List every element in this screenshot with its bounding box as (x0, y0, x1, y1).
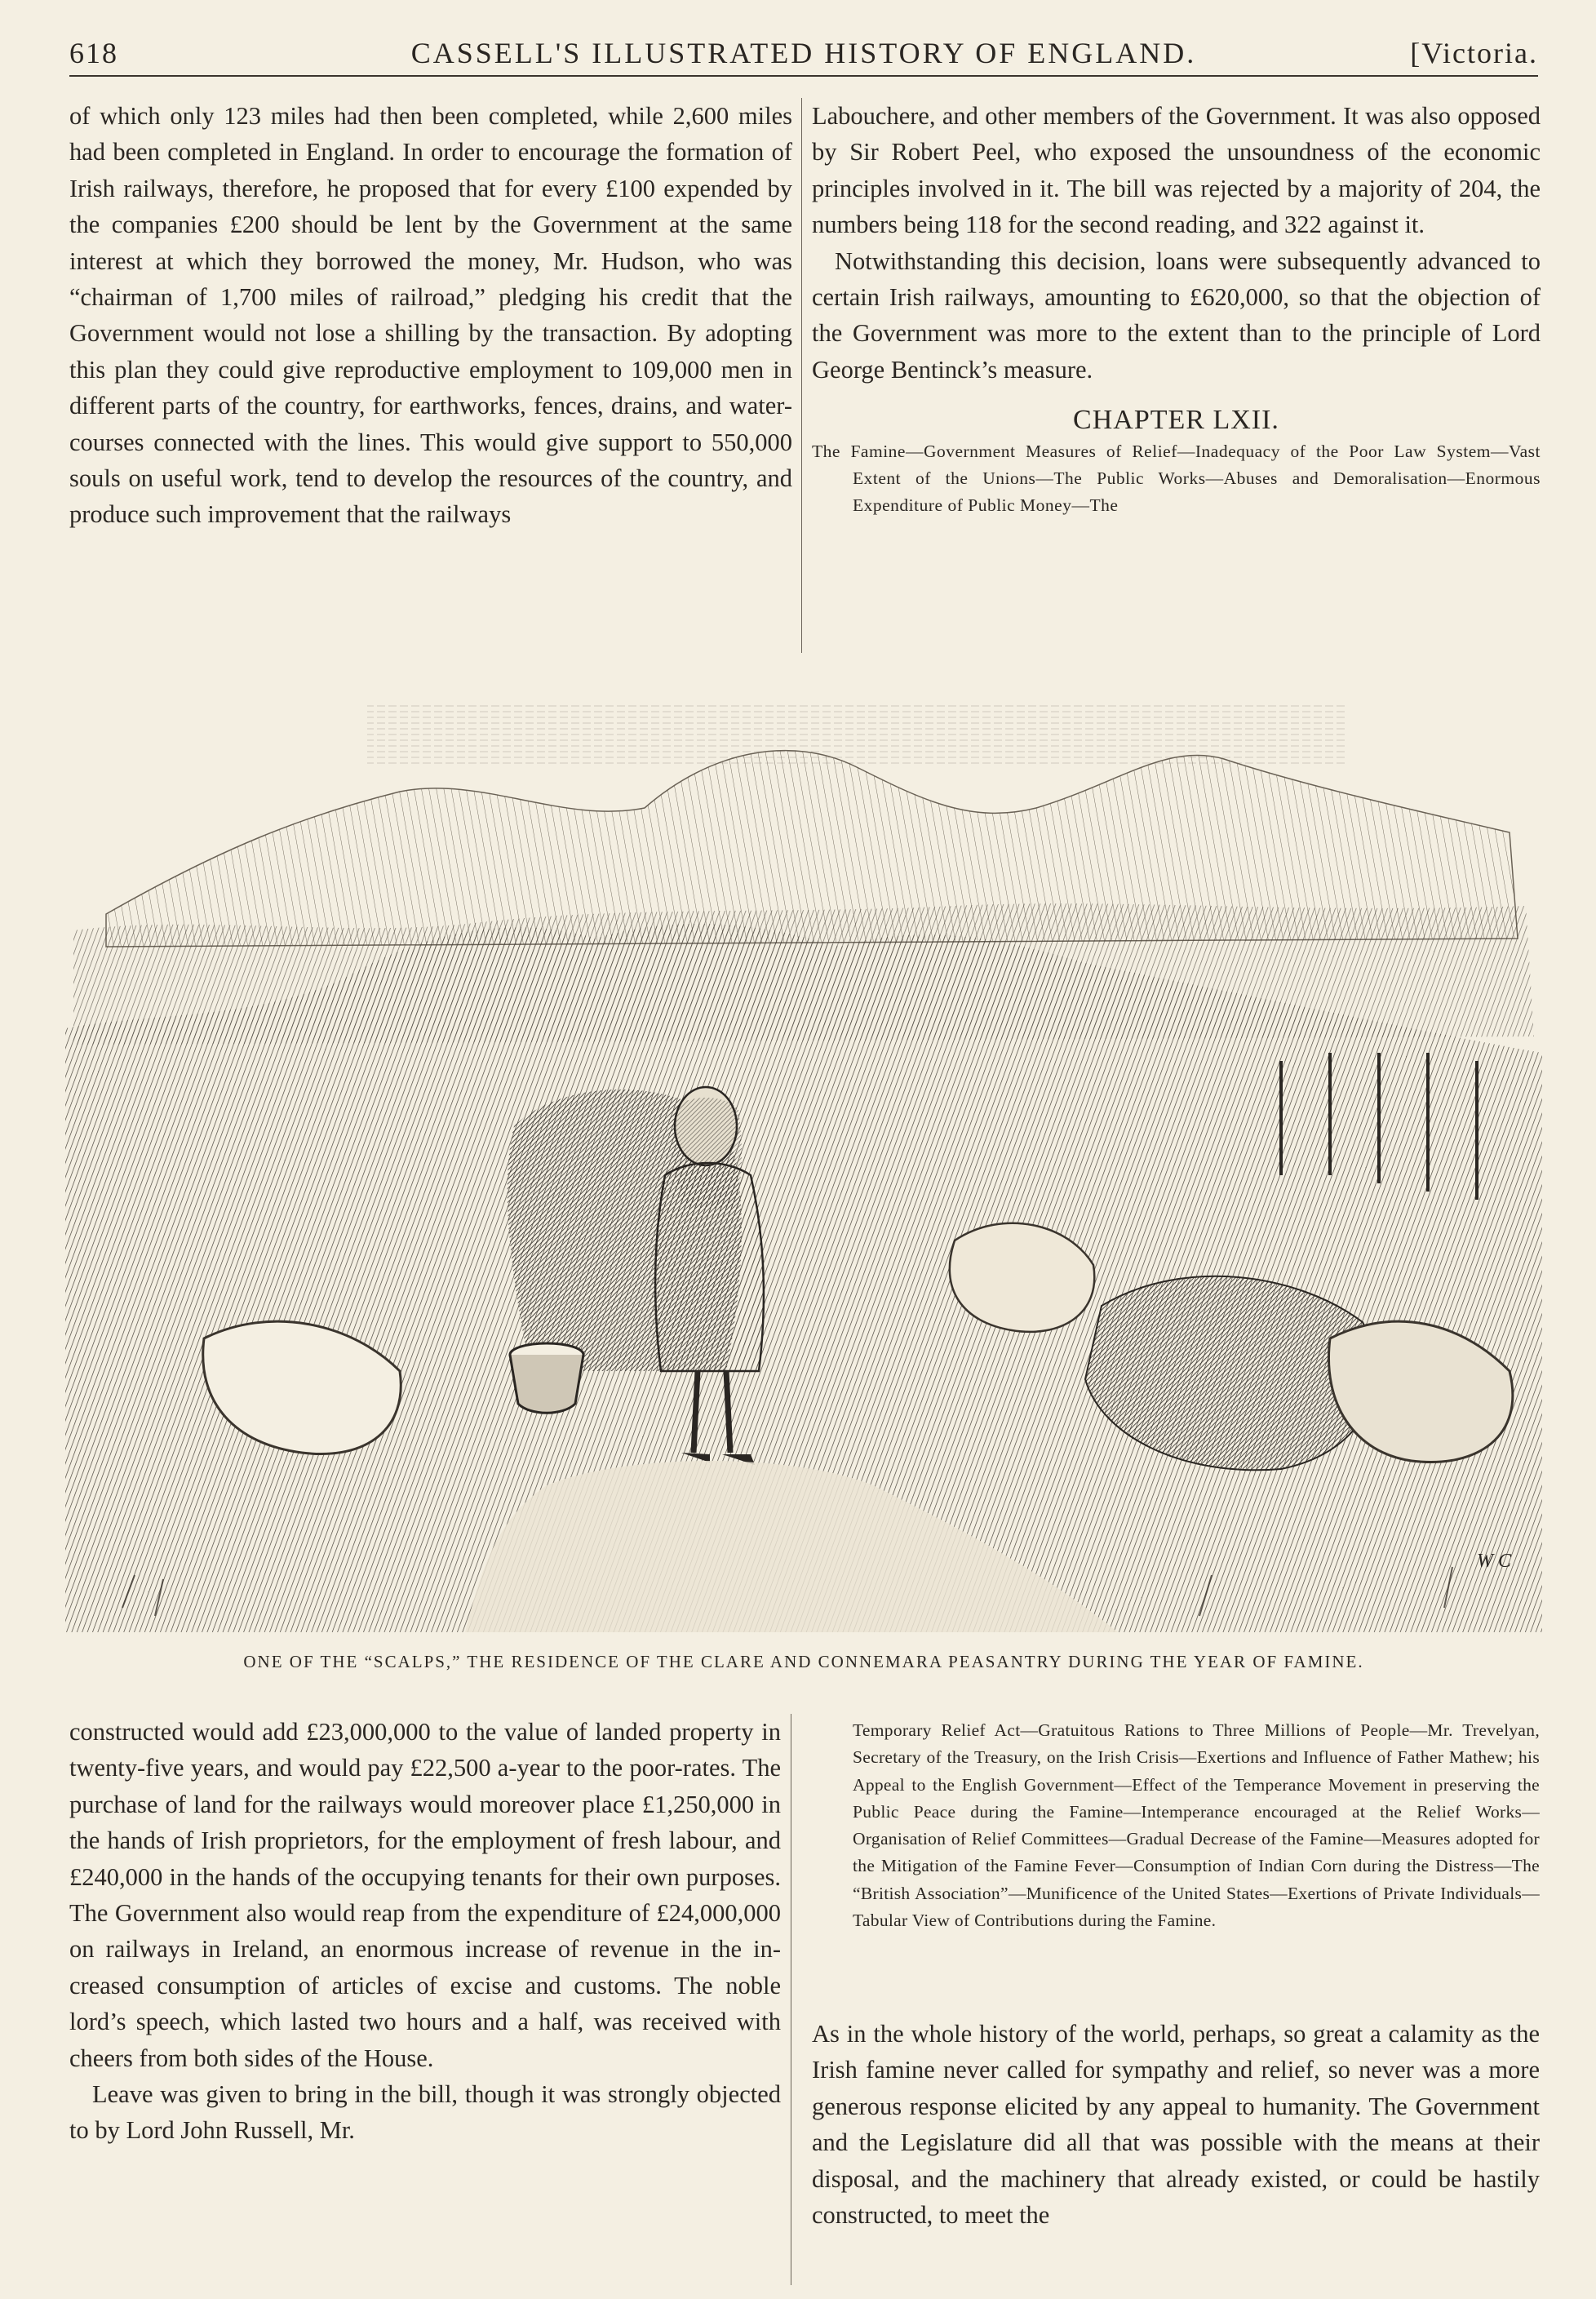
famine-scalp-engraving (57, 669, 1550, 1636)
section-label: [Victoria. (1410, 37, 1538, 69)
running-title: CASSELL'S ILLUSTRATED HISTORY OF ENGLAND. (410, 37, 1197, 69)
paragraph: As in the whole history of the world, perhaps, so great a calamity as the Irish famine never called for sympathy and relief, so never was a more generous response elicited by any appeal to humanity. The Government and the Legislature did all that was possible with the means at their disposal, and the machinery that already existed, or could be hastily constructed, to meet the (812, 2020, 1540, 2230)
chapter-summary: The Famine—Government Measures of Relief—Inadequacy of the Poor Law System—Vast Extent of the Unions—The Public Works—Abuses and Demoralisation—Enormous Expenditure of Public Money—The (812, 442, 1541, 516)
column-divider (801, 98, 802, 653)
illustration-caption: ONE OF THE “SCALPS,” THE RESIDENCE OF THE CLARE AND CONNEMARA PEASANTRY DURING THE YEAR OF FAMINE. (243, 1652, 1364, 1671)
left-column-top (69, 98, 792, 533)
chapter-summary-continued: Temporary Relief Act—Gratuitous Rations to Three Millions of People—Mr. Trevelyan, Secretary of the Treasury, on the Irish Crisis—Exertions and Influence of Father Mathew; his Appeal to the English Government—Effect of the Temperance Movement in preserving the Public Peace during the Famine—Intemperance encouraged at the Relief Works—Organisation of Relief Committees—Gradual Decrease of the Famine—Measures adopted for the Mitigation of the Famine Fever—Consumption of Indian Corn during the Distress—The “British Association”—Munificence of the United States—Exertions of Private Individuals—Tabular View of Contributions during the Famine. (853, 1720, 1540, 1931)
paragraph: of which only 123 miles had then been completed, while 2,600 miles had been completed in England. In order to encourage the formation of Irish railways, therefore, he proposed that for every £100 expended by the companies £200 should be lent by the Government at the same interest at which they borrowed the money, Mr. Hudson, who was “chairman of 1,700 miles of railroad,” pledging his credit that the Government would not lose a shilling by the transaction. By adopting this plan they could give reproductive employment to 109,000 men in different parts of the country, for earthworks, fences, drains, and water-courses connected with the lines. This would give support to 550,000 souls on useful work, tend to develop the resources of the country, and produce such improvement that the railways (69, 102, 792, 529)
right-column-top (812, 98, 1541, 519)
running-header (69, 33, 1538, 77)
paragraph: constructed would add £23,000,000 to the value of landed property in twenty-five years, and would pay £22,500 a-year to the poor-rates. The purchase of land for the railways would moreover place £1,250,000 in the hands of Irish proprietors, for the employment of fresh labour, and £240,000 in the hands of the occupying tenants for their own purposes. The Government also would reap from the expenditure of £24,000,000 on railways in Ireland, an enormous increase of revenue in the increased consumption of articles of excise and customs. The noble lord’s speech, which lasted two hours and a half, was received with cheers from both sides of the House. (69, 1718, 781, 2072)
page-number: 618 (69, 37, 118, 69)
paragraph: Labouchere, and other members of the Government. It was also opposed by Sir Robert Peel, who exposed the unsoundness of the economic principles involved in it. The bill was rejected by a majority of 204, the numbers being 118 for the second reading, and 322 against it. (812, 102, 1541, 239)
chapter-title: CHAPTER LXII. (1073, 405, 1279, 436)
engraver-signature: W C (1477, 1551, 1511, 1572)
paragraph: Leave was given to bring in the bill, though it was strongly objected to by Lord John Russell, Mr. (69, 2080, 781, 2145)
right-column-bottom (812, 2016, 1540, 2233)
left-column-bottom (69, 1714, 781, 2149)
paragraph: Notwithstanding this decision, loans were subsequently advanced to certain Irish railways, amounting to £620,000, so that the objection of the Government was more to the extent than to the principle of Lord George Bentinck’s measure. (812, 246, 1541, 384)
